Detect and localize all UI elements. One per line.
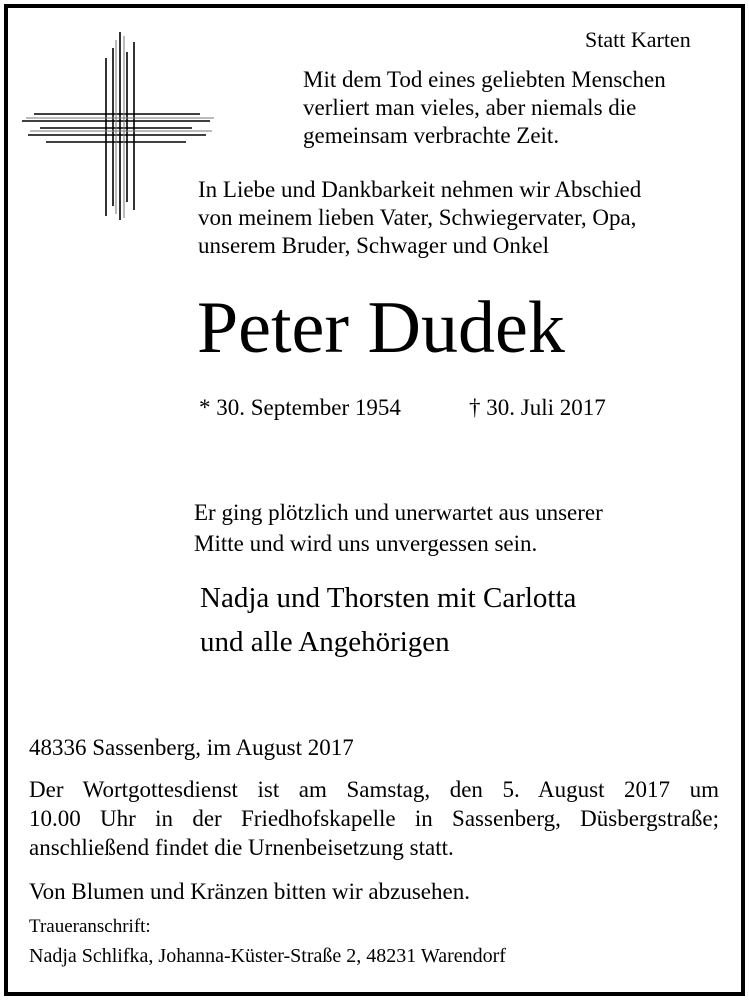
poem-line: gemeinsam verbrachte Zeit. — [303, 123, 560, 148]
poem-line: Mit dem Tod eines geliebten Menschen — [303, 67, 666, 92]
cross-icon — [20, 30, 220, 220]
sudden-death-text — [194, 497, 603, 559]
family-names — [200, 576, 576, 664]
sudden-line: Er ging plötzlich und unerwartet aus unserer — [194, 500, 603, 525]
intro-line: von meinem lieben Vater, Schwiegervater, Opa, — [198, 205, 637, 230]
service-line: Der Wortgottesdienst ist am Samstag, den 5. August 2017 um — [29, 777, 719, 802]
place-date: 48336 Sassenberg, im August 2017 — [29, 735, 354, 760]
deceased-name: Peter Dudek — [197, 287, 565, 369]
service-line: 10.00 Uhr in der Friedhofskapelle in Sassenberg, Düsbergstraße; — [29, 806, 719, 831]
intro-line: unserem Bruder, Schwager und Onkel — [198, 233, 550, 258]
family-line: und alle Angehörigen — [200, 626, 450, 658]
intro-text — [198, 176, 641, 260]
flowers-note: Von Blumen und Kränzen bitten wir abzusehen. — [29, 879, 470, 904]
mourning-address: Nadja Schlifka, Johanna-Küster-Straße 2, 48231 Warendorf — [29, 945, 506, 967]
poem-line: verliert man vieles, aber niemals die — [303, 95, 637, 120]
sudden-line: Mitte und wird uns unvergessen sein. — [194, 531, 538, 556]
poem-text — [303, 66, 666, 150]
statt-karten-text: Statt Karten — [585, 27, 691, 52]
address-label: Traueranschrift: — [29, 916, 151, 937]
birth-date: * 30. September 1954 — [199, 395, 401, 420]
service-line: anschließend findet die Urnenbeisetzung statt. — [29, 835, 454, 860]
service-info — [29, 775, 719, 862]
death-date: † 30. Juli 2017 — [469, 395, 606, 420]
family-line: Nadja und Thorsten mit Carlotta — [200, 582, 577, 614]
intro-line: In Liebe und Dankbarkeit nehmen wir Abschied — [198, 177, 642, 202]
